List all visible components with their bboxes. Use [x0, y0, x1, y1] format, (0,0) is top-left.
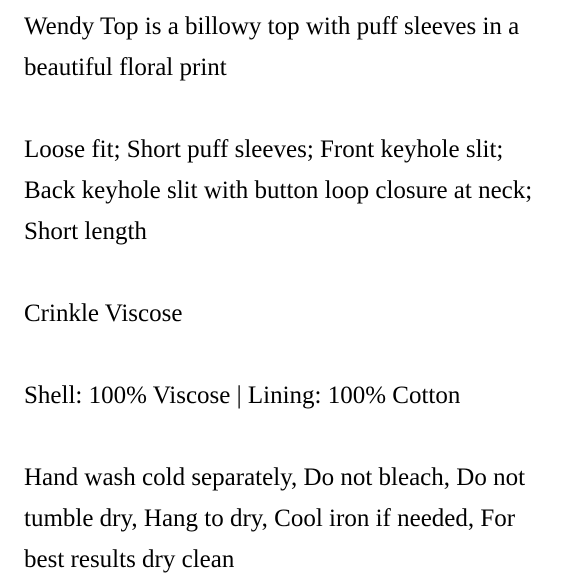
- description-line: Loose fit; Short puff sleeves; Front keyhole slit;: [24, 136, 504, 163]
- description-paragraph-fabric: [24, 293, 574, 334]
- description-line: Back keyhole slit with button loop closure at neck;: [24, 177, 533, 204]
- description-line: tumble dry, Hang to dry, Cool iron if needed, For: [24, 505, 516, 532]
- description-paragraph-intro: [24, 6, 574, 88]
- product-description: [24, 6, 574, 580]
- description-line: Hand wash cold separately, Do not bleach, Do not: [24, 464, 526, 491]
- description-paragraph-care: [24, 457, 574, 580]
- description-line: Crinkle Viscose: [24, 300, 183, 327]
- description-line: Wendy Top is a billowy top with puff sleeves in a: [24, 13, 520, 40]
- description-paragraph-composition: [24, 375, 574, 416]
- description-line: Short length: [24, 218, 147, 245]
- description-paragraph-features: [24, 129, 574, 252]
- description-line: best results dry clean: [24, 546, 235, 573]
- description-line: beautiful floral print: [24, 54, 227, 81]
- description-line: Shell: 100% Viscose | Lining: 100% Cotton: [24, 382, 461, 409]
